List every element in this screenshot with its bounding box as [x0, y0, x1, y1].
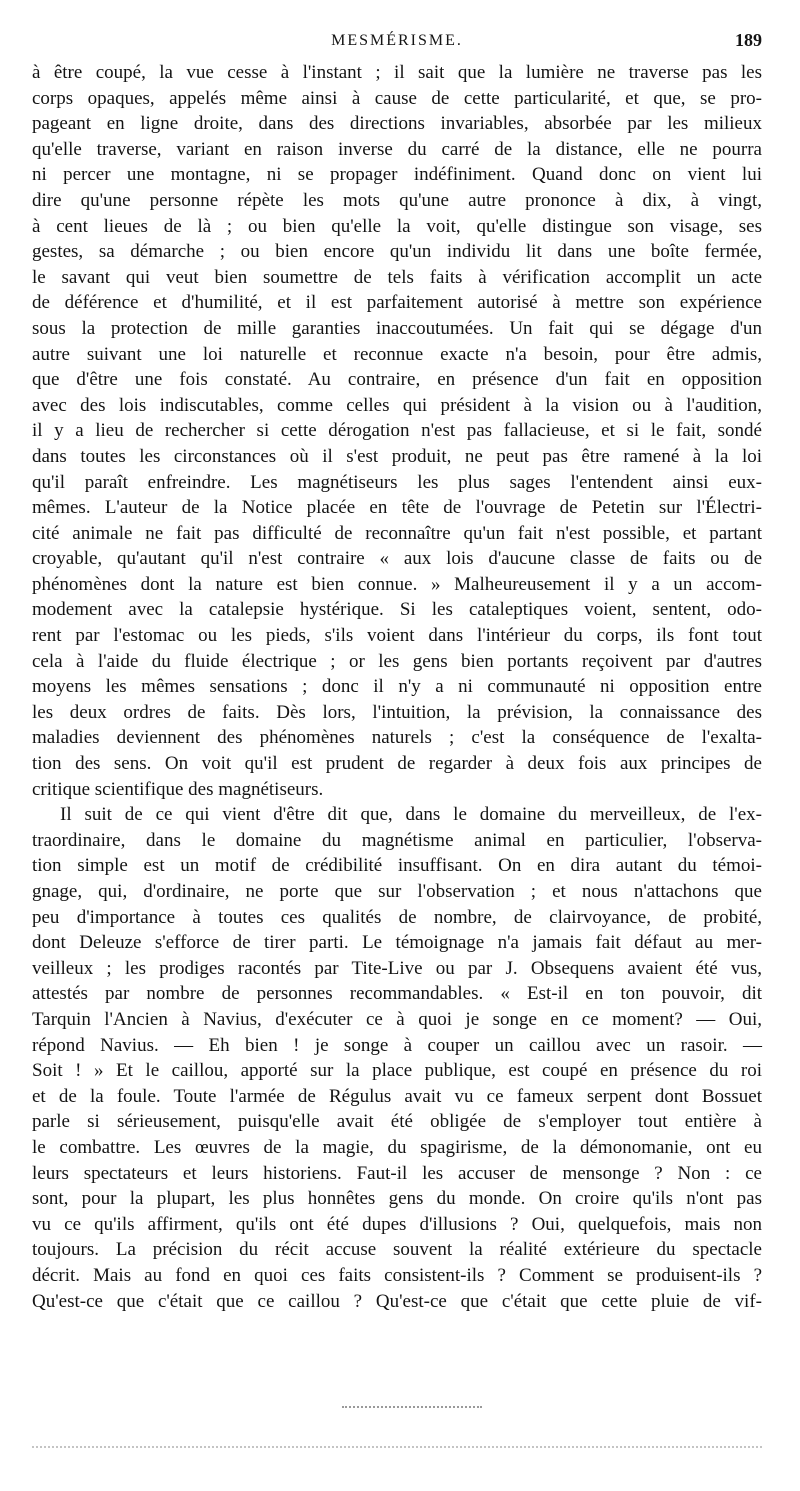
text-line: mêmes. L'auteur de la Notice placée en tête de l'ouvrage de Petetin sur l'Électri-	[32, 497, 762, 519]
running-header	[32, 30, 762, 56]
text-line: à être coupé, la vue cesse à l'instant ; il sait que la lumière ne traverse pas les	[32, 62, 762, 83]
text-line: croyable, qu'autant qu'il n'est contraire « aux lois d'aucune classe de faits ou de	[32, 548, 762, 570]
text-line: à cent lieues de là ; ou bien qu'elle la voit, qu'elle distingue son visage, ses	[32, 215, 762, 237]
text-line: attestés par nombre de personnes recommandables. « Est-il en ton pouvoir, dit	[32, 983, 762, 1005]
text-line: et de la foule. Toute l'armée de Régulus avait vu ce fameux serpent dont Bossuet	[32, 1085, 762, 1107]
text-line: décrit. Mais au fond en quoi ces faits consistent-ils ? Comment se produisent-ils ?	[32, 1264, 762, 1286]
text-line: pageant en ligne droite, dans des directions invariables, absorbée par les milieux	[32, 113, 762, 135]
text-line: autre suivant une loi naturelle et reconnue exacte n'a besoin, pour être admis,	[32, 343, 762, 365]
text-line: que d'être une fois constaté. Au contraire, en présence d'un fait en opposition	[32, 369, 762, 391]
text-line: dans toutes les circonstances où il s'est produit, ne peut pas être ramené à la loi	[32, 445, 762, 467]
text-line: il y a lieu de rechercher si cette dérogation n'est pas fallacieuse, et si le fait, sondé	[32, 420, 762, 442]
footer-marks	[32, 1400, 762, 1460]
text-line: parle si sérieusement, puisqu'elle avait été obligée de s'employer tout entière à	[32, 1111, 762, 1133]
text-line: moyens les mêmes sensations ; donc il n'y a ni communauté ni opposition entre	[32, 676, 762, 698]
text-line: les deux ordres de faits. Dès lors, l'intuition, la prévision, la connaissance des	[32, 701, 762, 723]
text-line: Qu'est-ce que c'était que ce caillou ? Qu'est-ce que c'était que cette pluie de vif-	[32, 1290, 762, 1312]
text-line: le combattre. Les œuvres de la magie, du spagirisme, de la démonomanie, ont eu	[32, 1136, 762, 1158]
text-line: gestes, sa démarche ; ou bien encore qu'un individu lit dans une boîte fermée,	[32, 241, 762, 263]
text-line: avec des lois indiscutables, comme celles qui président à la vision ou à l'audition,	[32, 394, 762, 416]
text-line: vu ce qu'ils affirment, qu'ils ont été dupes d'illusions ? Oui, quelquefois, mais non	[32, 1213, 762, 1235]
text-line: critique scientifique des magnétiseurs.	[32, 778, 324, 800]
text-line: de déférence et d'humilité, et il est parfaitement autorisé à mettre son expérience	[32, 292, 762, 314]
text-line: toujours. La précision du récit accuse souvent la réalité extérieure du spectacle	[32, 1239, 762, 1261]
text-body	[32, 60, 762, 1314]
text-line: Tarquin l'Ancien à Navius, d'exécuter ce à quoi je songe en ce moment? — Oui,	[32, 1008, 762, 1030]
text-line: le savant qui veut bien soumettre de tels faits à vérification accomplit un acte	[32, 266, 762, 288]
text-line: sont, pour la plupart, les plus honnêtes gens du monde. On croire qu'ils n'ont pas	[32, 1188, 762, 1210]
text-line: dont Deleuze s'efforce de tirer parti. Le témoignage n'a jamais fait défaut au mer-	[32, 932, 762, 954]
text-line: répond Navius. — Eh bien ! je songe à couper un caillou avec un rasoir. —	[32, 1034, 762, 1056]
text-line: traordinaire, dans le domaine du magnétisme animal en particulier, l'observa-	[32, 829, 762, 851]
paragraph-2	[32, 802, 762, 1314]
page-number: 189	[735, 30, 762, 50]
text-line: sous la protection de mille garanties inaccoutumées. Un fait qui se dégage d'un	[32, 317, 762, 339]
text-line: qu'il paraît enfreindre. Les magnétiseurs les plus sages l'entendent ainsi eux-	[32, 471, 762, 493]
text-line: leurs spectateurs et leurs historiens. Faut-il les accuser de mensonge ? Non : ce	[32, 1162, 762, 1184]
text-line: veilleux ; les prodiges racontés par Tite-Live ou par J. Obsequens avaient été vus,	[32, 957, 762, 979]
text-line: tion simple est un motif de crédibilité insuffisant. On en dira autant du témoi-	[32, 855, 762, 877]
running-title: MESMÉRISME.	[331, 32, 463, 49]
text-line: ni percer une montagne, ni se propager indéfiniment. Quand donc on vient lui	[32, 164, 762, 186]
faint-print-rule	[32, 1446, 762, 1448]
paragraph-1	[32, 60, 762, 802]
text-line: maladies deviennent des phénomènes naturels ; c'est la conséquence de l'exalta-	[32, 727, 762, 749]
text-line: qu'elle traverse, variant en raison inverse du carré de la distance, elle ne pourra	[32, 138, 762, 160]
faint-print-mark	[342, 1406, 482, 1408]
text-line: cela à l'aide du fluide électrique ; or les gens bien portants reçoivent par d'autres	[32, 650, 762, 672]
text-line: peu d'importance à toutes ces qualités de nombre, de clairvoyance, de probité,	[32, 906, 762, 928]
text-line: rent par l'estomac ou les pieds, s'ils voient dans l'intérieur du corps, ils font tout	[32, 625, 762, 647]
text-line: dire qu'une personne répète les mots qu'une autre prononce à dix, à vingt,	[32, 189, 762, 211]
text-line: gnage, qui, d'ordinaire, ne porte que sur l'observation ; et nous n'attachons que	[32, 881, 762, 902]
text-line: phénomènes dont la nature est bien connue. » Malheureusement il y a un accom-	[32, 573, 762, 595]
text-line: cité animale ne fait pas difficulté de reconnaître qu'un fait n'est possible, et partant	[32, 522, 762, 544]
text-line: tion des sens. On voit qu'il est prudent de regarder à deux fois aux principes de	[32, 753, 762, 775]
text-line: Soit ! » Et le caillou, apporté sur la place publique, est coupé en présence du roi	[32, 1060, 762, 1082]
text-line: corps opaques, appelés même ainsi à cause de cette particularité, et que, se pro-	[32, 87, 762, 109]
text-line: Il suit de ce qui vient d'être dit que, dans le domaine du merveilleux, de l'ex-	[60, 804, 762, 826]
text-line: modement avec la catalepsie hystérique. Si les cataleptiques voient, sentent, odo-	[32, 599, 762, 621]
